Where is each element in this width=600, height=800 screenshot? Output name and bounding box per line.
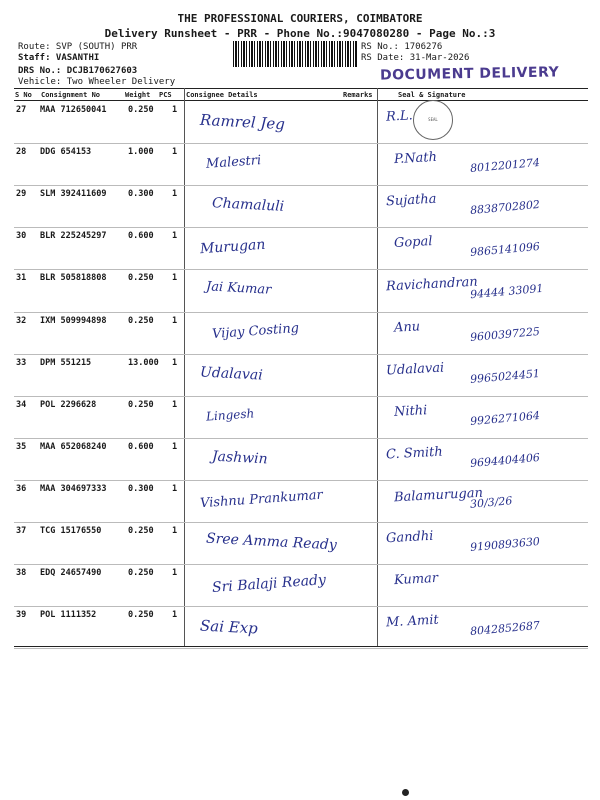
row-consignment-no: TCG 15176550 bbox=[40, 526, 102, 536]
row-signature-phone: 9694404406 bbox=[469, 450, 541, 470]
row-pcs: 1 bbox=[172, 610, 178, 621]
row-consignee-handwritten: Sree Amma Ready bbox=[205, 530, 338, 554]
document-delivery-stamp: DOCUMENT DELIVERY bbox=[379, 64, 560, 84]
row-pcs: 1 bbox=[172, 441, 178, 452]
row-divider bbox=[14, 227, 588, 228]
row-signature: Ravichandran bbox=[385, 274, 479, 295]
row-signature: Gopal bbox=[393, 234, 433, 252]
row-signature-phone: 94444 33091 bbox=[469, 282, 544, 302]
company-title: THE PROFESSIONAL COURIERS, COIMBATORE bbox=[177, 12, 423, 25]
row-sno: 38 bbox=[16, 568, 27, 579]
signature-column-divider bbox=[377, 88, 378, 646]
row-weight: 0.250 bbox=[128, 315, 154, 326]
consignee-column-divider bbox=[184, 88, 185, 646]
col-consignee: Consignee Details bbox=[186, 91, 258, 99]
row-pcs: 1 bbox=[172, 399, 178, 410]
col-remarks: Remarks bbox=[343, 91, 373, 99]
row-pcs: 1 bbox=[172, 105, 178, 115]
header-bottom-rule bbox=[14, 100, 588, 101]
row-pcs: 1 bbox=[172, 526, 178, 536]
row-signature: Sujatha bbox=[385, 191, 437, 210]
row-signature: M. Amit bbox=[385, 612, 440, 631]
row-consignment-no: MAA 652068240 bbox=[40, 441, 107, 452]
row-consignment-no: POL 2296628 bbox=[40, 399, 97, 410]
row-consignee-handwritten: Udalavai bbox=[199, 363, 264, 384]
row-sno: 33 bbox=[16, 357, 27, 368]
row-sno: 27 bbox=[16, 105, 27, 115]
route-text: Route: SVP (SOUTH) PRR bbox=[18, 42, 138, 52]
page-dot bbox=[402, 789, 409, 796]
row-sno: 28 bbox=[16, 147, 27, 158]
col-pcs: PCS bbox=[159, 91, 172, 99]
row-pcs: 1 bbox=[172, 189, 178, 200]
row-divider bbox=[14, 606, 588, 607]
row-weight: 0.250 bbox=[128, 273, 154, 284]
col-consignment: Consignment No bbox=[41, 91, 101, 99]
row-sno: 35 bbox=[16, 441, 27, 452]
row-consignee-handwritten: Jashwin bbox=[211, 448, 269, 468]
row-consignment-no: POL 1111352 bbox=[40, 610, 97, 621]
vehicle-text: Vehicle: Two Wheeler Delivery bbox=[18, 77, 176, 87]
row-sno: 29 bbox=[16, 189, 27, 200]
row-divider bbox=[14, 564, 588, 565]
row-signature: Kumar bbox=[393, 570, 439, 589]
row-sno: 30 bbox=[16, 231, 27, 242]
row-consignment-no: DPM 551215 bbox=[40, 357, 92, 368]
drs-text: DRS No.: DCJB170627603 bbox=[18, 66, 138, 76]
col-sno: S No bbox=[15, 91, 32, 99]
row-pcs: 1 bbox=[172, 568, 178, 579]
row-weight: 0.250 bbox=[128, 610, 154, 621]
row-pcs: 1 bbox=[172, 357, 178, 368]
row-divider bbox=[14, 269, 588, 270]
row-pcs: 1 bbox=[172, 231, 178, 242]
row-weight: 0.250 bbox=[128, 399, 154, 410]
row-consignment-no: EDQ 24657490 bbox=[40, 568, 102, 579]
row-signature: Udalavai bbox=[385, 360, 445, 379]
barcode-image bbox=[233, 41, 357, 67]
row-consignment-no: IXM 509994898 bbox=[40, 315, 107, 326]
row-signature-phone: 8012201274 bbox=[469, 156, 541, 176]
row-signature: Anu bbox=[393, 318, 421, 336]
row-signature-phone: 9865141096 bbox=[469, 240, 541, 260]
row-signature-phone: 9190893630 bbox=[469, 534, 541, 555]
row-consignment-no: DDG 654153 bbox=[40, 147, 92, 158]
row-pcs: 1 bbox=[172, 315, 178, 326]
row-sno: 37 bbox=[16, 526, 27, 536]
row-divider bbox=[14, 354, 588, 355]
row-sno: 32 bbox=[16, 315, 27, 326]
row-divider bbox=[14, 522, 588, 523]
row-signature: Balamurugan bbox=[393, 485, 484, 506]
row-consignee-handwritten: Murugan bbox=[199, 237, 266, 258]
row-weight: 1.000 bbox=[128, 147, 154, 158]
row-weight: 0.250 bbox=[128, 568, 154, 579]
row-consignee-handwritten: Ramrel Jeg bbox=[199, 110, 286, 134]
row-consignee-handwritten: Vijay Costing bbox=[211, 320, 300, 342]
row-sno: 34 bbox=[16, 399, 27, 410]
row-divider bbox=[14, 648, 588, 649]
row-signature-phone: 8838702802 bbox=[469, 198, 541, 218]
row-consignee-handwritten: Sri Balaji Ready bbox=[211, 572, 327, 597]
row-consignment-no: MAA 304697333 bbox=[40, 483, 107, 494]
row-signature-phone: 30/3/26 bbox=[469, 494, 513, 511]
row-sno: 31 bbox=[16, 273, 27, 284]
row-divider bbox=[14, 438, 588, 439]
row-pcs: 1 bbox=[172, 483, 178, 494]
row-consignment-no: MAA 712650041 bbox=[40, 105, 107, 115]
row-divider bbox=[14, 185, 588, 186]
row-signature: P.Nath bbox=[393, 149, 438, 168]
row-consignment-no: BLR 505818808 bbox=[40, 273, 107, 284]
rs-date: RS Date: 31-Mar-2026 bbox=[361, 53, 470, 63]
row-divider bbox=[14, 480, 588, 481]
row-consignment-no: BLR 225245297 bbox=[40, 231, 107, 242]
row-signature: R.L. bbox=[385, 108, 414, 125]
row-weight: 0.250 bbox=[128, 105, 154, 115]
row-consignee-handwritten: Vishnu Prankumar bbox=[199, 487, 324, 512]
row-signature-phone: 9926271064 bbox=[469, 408, 541, 428]
row-signature-phone: 9600397225 bbox=[469, 324, 541, 344]
row-signature: Gandhi bbox=[385, 528, 434, 547]
row-consignment-no: SLM 392411609 bbox=[40, 189, 107, 200]
row-signature: Nithi bbox=[393, 402, 428, 420]
row-weight: 0.300 bbox=[128, 189, 154, 200]
row-weight: 0.600 bbox=[128, 231, 154, 242]
row-consignee-handwritten: Chamaluli bbox=[211, 195, 285, 216]
row-divider bbox=[14, 143, 588, 144]
office-seal: SEAL bbox=[413, 100, 453, 140]
row-divider bbox=[14, 312, 588, 313]
col-seal: Seal & Signature bbox=[398, 91, 466, 99]
row-consignee-handwritten: Malestri bbox=[205, 153, 262, 173]
header-top-rule bbox=[14, 88, 588, 89]
row-sno: 39 bbox=[16, 610, 27, 621]
row-pcs: 1 bbox=[172, 147, 178, 158]
table-bottom-rule bbox=[14, 646, 588, 647]
row-consignee-handwritten: Jai Kumar bbox=[205, 279, 272, 299]
row-consignee-handwritten: Lingesh bbox=[205, 406, 255, 424]
row-divider bbox=[14, 396, 588, 397]
row-signature: C. Smith bbox=[385, 444, 444, 463]
runsheet-subtitle: Delivery Runsheet - PRR - Phone No.:9047080280 - Page No.:3 bbox=[104, 27, 496, 40]
row-weight: 0.600 bbox=[128, 441, 154, 452]
col-weight: Weight bbox=[125, 91, 151, 99]
staff-text: Staff: VASANTHI bbox=[18, 53, 100, 63]
row-pcs: 1 bbox=[172, 273, 178, 284]
row-signature-phone: 9965024451 bbox=[469, 366, 541, 386]
row-sno: 36 bbox=[16, 483, 27, 494]
row-weight: 0.250 bbox=[128, 526, 154, 536]
row-weight: 0.300 bbox=[128, 483, 154, 494]
rs-number: RS No.: 1706276 bbox=[361, 42, 443, 52]
row-weight: 13.000 bbox=[128, 357, 159, 368]
row-signature-phone: 8042852687 bbox=[469, 619, 541, 639]
row-consignee-handwritten: Sai Exp bbox=[199, 616, 259, 638]
